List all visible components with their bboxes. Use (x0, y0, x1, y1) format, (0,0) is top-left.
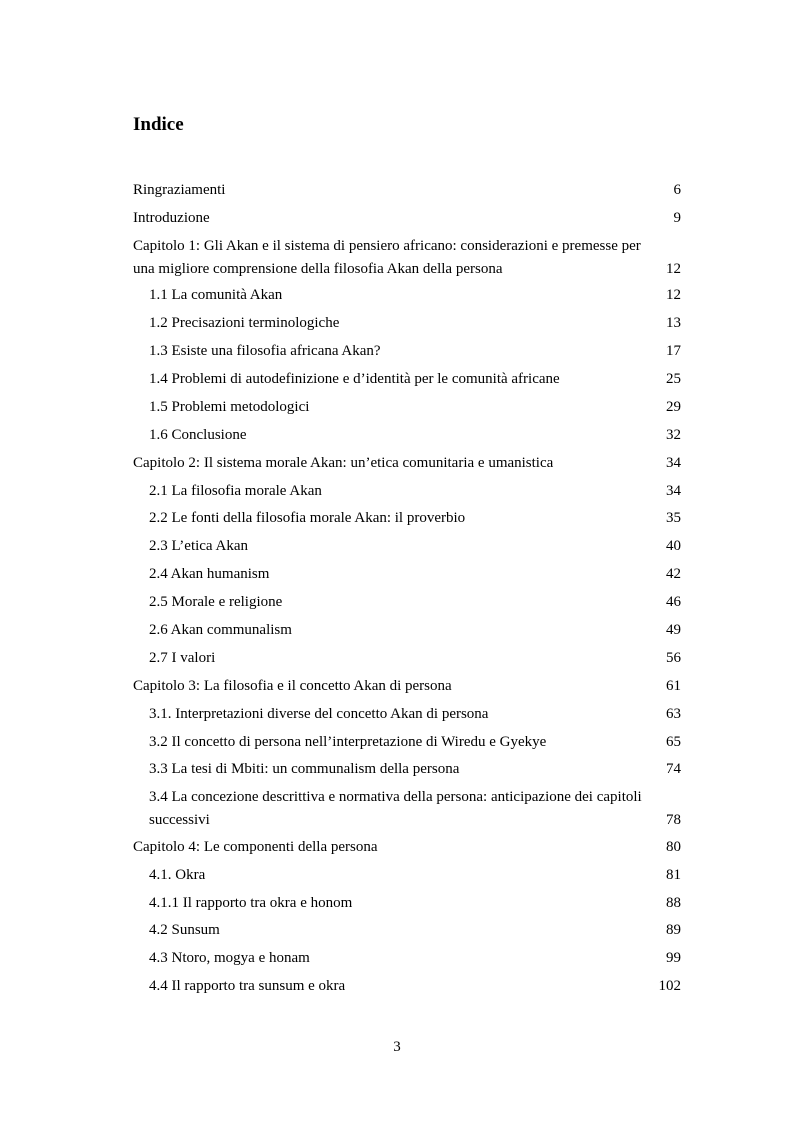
toc-entry-2-5[interactable] (133, 591, 681, 614)
toc-label: 2.6 Akan communalism (149, 621, 292, 638)
toc-label: 2.4 Akan humanism (149, 566, 270, 583)
toc-page-number: 80 (666, 838, 681, 855)
page-title: Indice (133, 114, 184, 135)
toc-entry-2-1[interactable] (133, 480, 681, 503)
toc-page-number: 99 (666, 950, 681, 967)
toc-page-number: 65 (666, 733, 681, 750)
toc-page-number: 35 (666, 510, 681, 527)
toc-label: 4.4 Il rapporto tra sunsum e okra (149, 978, 346, 995)
toc-label: 2.5 Morale e religione (149, 594, 283, 611)
toc-entry-capitolo-3[interactable] (133, 675, 681, 698)
toc-page-number: 78 (666, 812, 681, 829)
toc-page-number: 81 (666, 866, 681, 883)
toc-entry-2-3[interactable] (133, 535, 681, 558)
toc-label: Capitolo 2: Il sistema morale Akan: un’etica comunitaria e umanistica (133, 454, 554, 471)
toc-label: 4.1.1 Il rapporto tra okra e honom (149, 894, 353, 911)
toc-label: 1.4 Problemi di autodefinizione e d’identità per le comunità africane (149, 370, 560, 387)
toc-entry-4-1-1[interactable] (133, 892, 681, 915)
toc-label: Introduzione (133, 209, 210, 226)
toc-page-number: 12 (666, 260, 681, 277)
toc-entry-3-4[interactable] (133, 786, 681, 832)
toc-entry-4-1[interactable] (133, 864, 681, 887)
toc-entry-2-2[interactable] (133, 507, 681, 530)
toc-page-number: 34 (666, 454, 681, 471)
toc-label: 4.2 Sunsum (149, 922, 220, 939)
toc-label: 4.3 Ntoro, mogya e honam (149, 950, 310, 967)
toc-page-number: 6 (673, 182, 681, 198)
toc-entry-3-2[interactable] (133, 731, 681, 754)
toc-label: 1.6 Conclusione (149, 426, 247, 443)
toc-label: 3.2 Il concetto di persona nell’interpretazione di Wiredu e Gyekye (149, 733, 547, 750)
toc-entry-capitolo-2[interactable] (133, 452, 681, 475)
toc-page-number: 32 (666, 426, 681, 443)
toc-page-number: 34 (666, 482, 681, 499)
toc-page-number: 29 (666, 398, 681, 415)
page-number: 3 (393, 1039, 401, 1055)
toc-label: 3.3 La tesi di Mbiti: un communalism della persona (149, 761, 460, 778)
toc-entry-capitolo-1[interactable] (133, 235, 681, 281)
toc-page-number: 25 (666, 370, 681, 387)
toc-entry-ringraziamenti[interactable] (133, 179, 681, 202)
toc-page-number: 74 (666, 761, 681, 778)
toc-page-number: 61 (666, 677, 681, 694)
toc-entry-4-2[interactable] (133, 919, 681, 942)
toc-entry-1-2[interactable] (133, 312, 681, 335)
toc-entry-1-3[interactable] (133, 340, 681, 363)
toc-page-number: 42 (666, 566, 681, 583)
toc-entry-4-4[interactable] (133, 975, 681, 998)
toc-label: 3.4 La concezione descrittiva e normativa della persona: anticipazione dei capitoli successivi (149, 789, 642, 829)
toc-label: 3.1. Interpretazioni diverse del concetto Akan di persona (149, 705, 489, 722)
toc-page-number: 13 (666, 315, 681, 332)
toc-entry-4-3[interactable] (133, 947, 681, 970)
toc-label: 2.2 Le fonti della filosofia morale Akan: il proverbio (149, 510, 466, 527)
table-of-contents (133, 179, 681, 1003)
toc-label: 2.1 La filosofia morale Akan (149, 482, 322, 499)
toc-label: 4.1. Okra (149, 866, 206, 883)
toc-entry-2-7[interactable] (133, 647, 681, 670)
toc-page-number: 46 (666, 594, 681, 611)
toc-entry-3-1[interactable] (133, 703, 681, 726)
toc-page-number: 88 (666, 894, 681, 911)
toc-label: 2.3 L’etica Akan (149, 538, 249, 555)
toc-entry-1-5[interactable] (133, 396, 681, 419)
toc-page-number: 17 (666, 343, 681, 360)
toc-page-number: 102 (658, 978, 681, 995)
toc-label: 1.2 Precisazioni terminologiche (149, 315, 340, 332)
toc-page-number: 49 (666, 621, 681, 638)
toc-page-number: 63 (666, 705, 681, 722)
toc-label: 1.3 Esiste una filosofia africana Akan? (149, 343, 381, 360)
toc-page-number: 56 (666, 649, 681, 666)
toc-page-number: 9 (673, 209, 681, 226)
toc-label: Capitolo 3: La filosofia e il concetto Akan di persona (133, 677, 452, 694)
toc-label: 1.5 Problemi metodologici (149, 398, 310, 415)
toc-entry-3-3[interactable] (133, 758, 681, 781)
toc-entry-capitolo-4[interactable] (133, 836, 681, 859)
toc-label: 2.7 I valori (149, 649, 216, 666)
toc-entry-1-6[interactable] (133, 424, 681, 447)
toc-page-number: 40 (666, 538, 681, 555)
toc-entry-introduzione[interactable] (133, 207, 681, 230)
toc-label: Capitolo 1: Gli Akan e il sistema di pensiero africano: considerazioni e premesse per una migliore comprensione della filosofia Akan della persona (133, 237, 641, 277)
toc-page-number: 89 (666, 922, 681, 939)
toc-entry-2-6[interactable] (133, 619, 681, 642)
toc-entry-1-4[interactable] (133, 368, 681, 391)
toc-entry-1-1[interactable] (133, 284, 681, 307)
toc-entry-2-4[interactable] (133, 563, 681, 586)
toc-label: Ringraziamenti (133, 182, 226, 198)
toc-page-number: 12 (666, 287, 681, 304)
toc-label: 1.1 La comunità Akan (149, 287, 283, 304)
toc-label: Capitolo 4: Le componenti della persona (133, 838, 378, 855)
